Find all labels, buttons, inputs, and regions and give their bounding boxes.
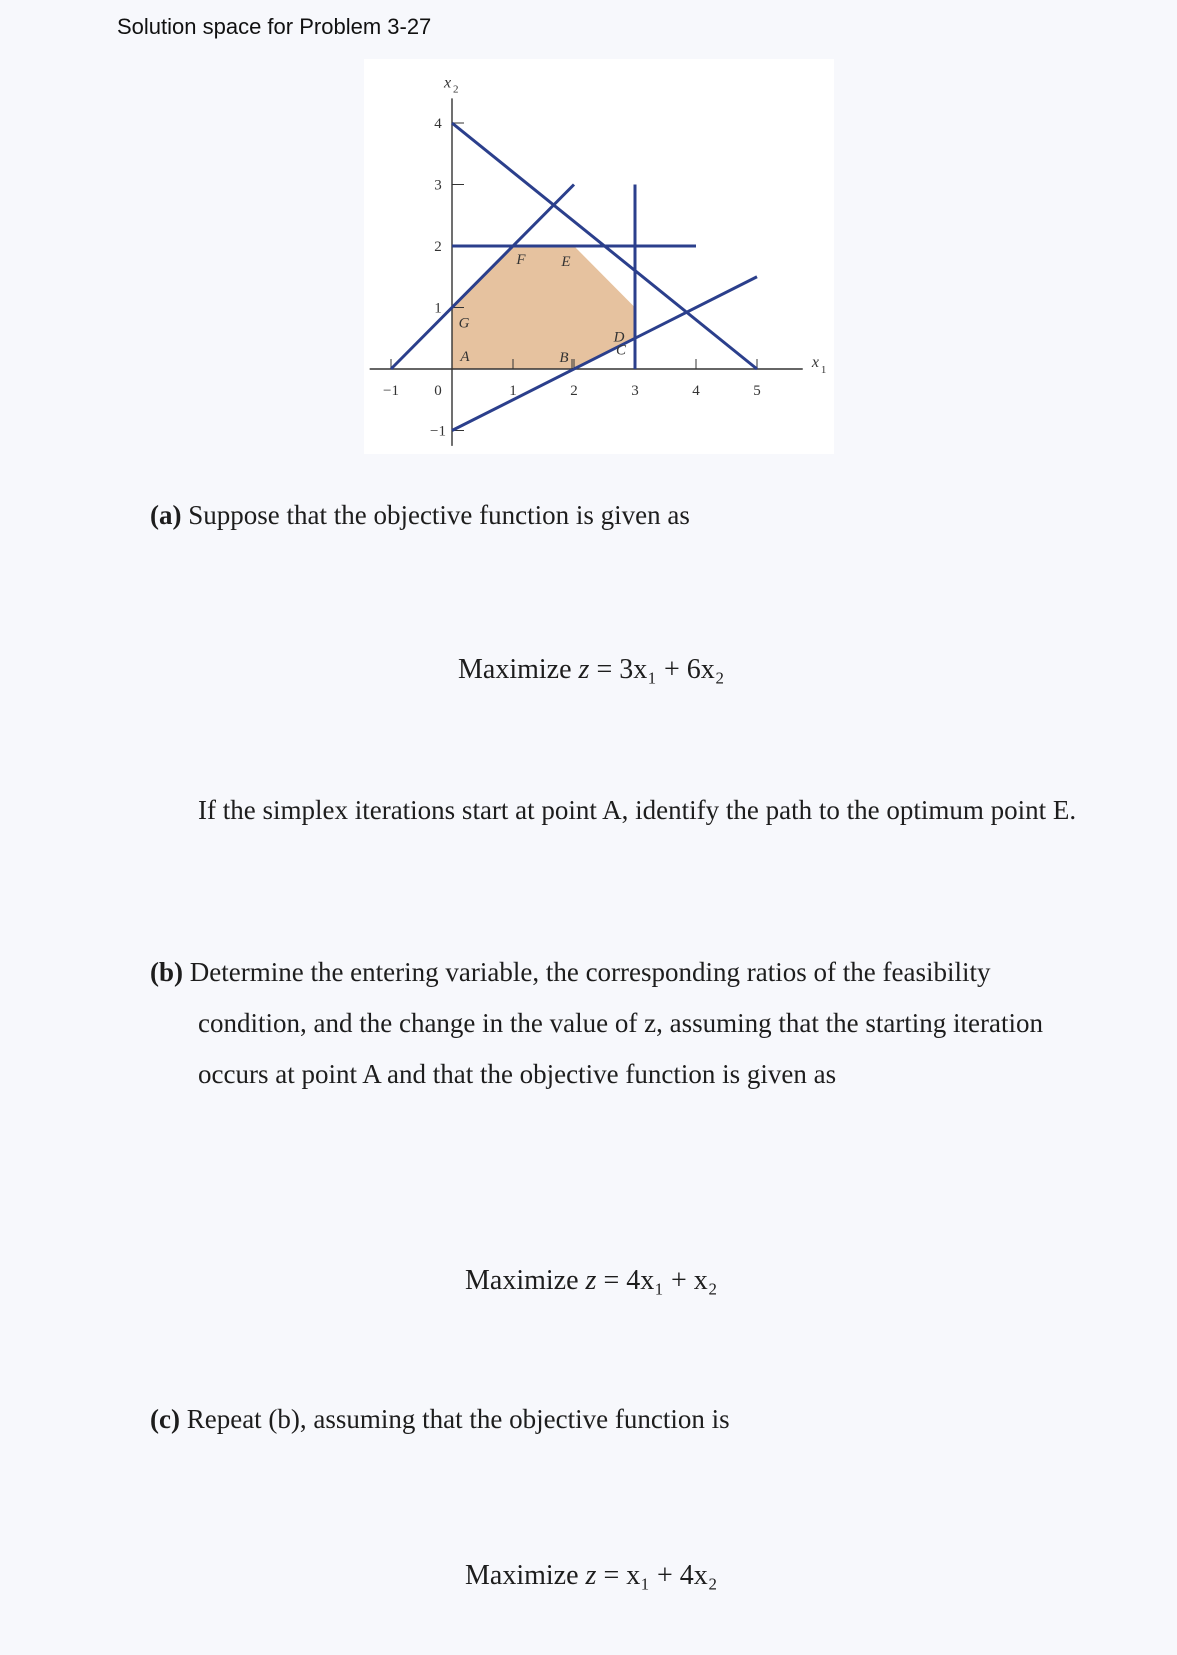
y-tick-label: 2: [434, 239, 442, 255]
formula-prefix: Maximize: [458, 654, 572, 685]
corner-point-a: A: [460, 349, 470, 365]
part-a-formula: Maximize z = 3x₁ + 6x₂: [458, 654, 725, 685]
solution-space-plot: [364, 59, 834, 454]
part-c-formula: Maximize z = x₁ + 4x₂: [465, 1560, 718, 1591]
part-a-intro: [150, 490, 690, 541]
x-tick-label: 0: [434, 383, 442, 399]
corner-point-f: F: [516, 252, 526, 268]
formula-rhs: x₁ + 4x₂: [626, 1560, 718, 1591]
part-a-intro-text: Suppose that the objective function is given as: [188, 500, 690, 530]
y-axis-label: x: [444, 74, 452, 92]
y-axis-subscript: 2: [453, 83, 459, 96]
corner-point-e: E: [561, 254, 571, 270]
formula-rhs: 4x₁ + x₂: [626, 1265, 718, 1296]
x-tick-label: 1: [509, 383, 517, 399]
formula-z: z: [585, 1265, 597, 1296]
part-b-paragraph: [150, 947, 1080, 1100]
y-tick-label: 3: [434, 177, 442, 194]
formula-z: z: [585, 1560, 597, 1591]
part-c-label: (c): [150, 1404, 180, 1434]
x-tick-label: −1: [383, 383, 399, 399]
x-axis-subscript: 1: [820, 364, 827, 376]
corner-point-g: G: [458, 315, 470, 332]
corner-point-b: B: [559, 350, 569, 366]
x-tick-label: 2: [570, 383, 578, 399]
x-tick-label: 5: [753, 383, 761, 399]
formula-prefix: Maximize: [465, 1560, 579, 1591]
x-tick-label: 3: [631, 383, 639, 399]
part-b-content: [150, 947, 1080, 1100]
formula-rhs: 3x₁ + 6x₂: [619, 654, 725, 685]
y-tick-label: 4: [434, 116, 442, 132]
formula-prefix: Maximize: [465, 1265, 579, 1296]
x-tick-label: 4: [692, 383, 700, 399]
part-c-paragraph: [150, 1394, 730, 1445]
solution-space-figure: [364, 59, 834, 454]
corner-point-c: C: [615, 342, 627, 359]
x-axis-label: x: [811, 354, 820, 371]
part-a-label: (a): [150, 500, 182, 530]
part-b-label: (b): [150, 957, 183, 987]
part-a-body: If the simplex iterations start at point A, identify the path to the optimum point E.: [198, 795, 1077, 825]
y-tick-label: −1: [430, 423, 446, 440]
page-title: Solution space for Problem 3-27: [117, 14, 432, 39]
corner-point-d: D: [613, 329, 625, 346]
part-c-text: Repeat (b), assuming that the objective function is: [186, 1404, 730, 1434]
part-b-formula: Maximize z = 4x₁ + x₂: [465, 1265, 718, 1296]
formula-z: z: [578, 654, 590, 685]
y-tick-label: 1: [434, 300, 442, 317]
part-b-text: Determine the entering variable, the corresponding ratios of the feasibility condition, and the change in the value of z, assuming that the starting iteration occurs at point A and that the objective function is given as: [189, 957, 1044, 1089]
